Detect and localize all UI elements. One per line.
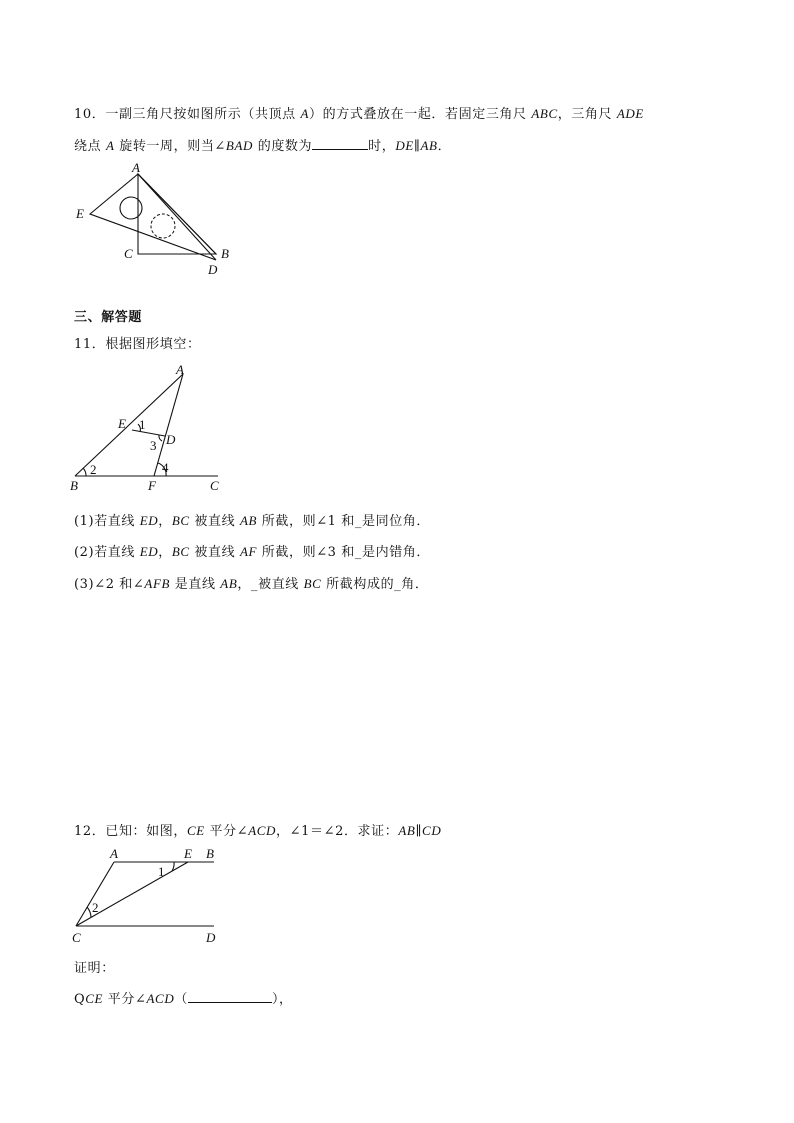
q10-line-1: 10．一副三角尺按如图所示（共顶点 A）的方式叠放在一起．若固定三角尺 ABC，三角尺 ADE xyxy=(74,106,644,122)
label-e: E xyxy=(118,416,126,431)
q12-number: 12． xyxy=(74,824,106,839)
q11-number: 11． xyxy=(74,337,106,352)
label-c: C xyxy=(210,478,219,493)
angle-label-2: 2 xyxy=(92,900,99,915)
angle-label-4: 4 xyxy=(162,460,169,475)
q10-figure xyxy=(70,160,240,280)
proof-line-1: QCE 平分∠ACD（ ）， xyxy=(74,991,293,1007)
line-ed xyxy=(132,430,165,436)
line-ce xyxy=(76,862,188,926)
label-e: E xyxy=(184,846,192,861)
q11-prompt: 11．根据图形填空： xyxy=(74,337,201,352)
q11-figure xyxy=(70,362,230,492)
label-b: B xyxy=(206,846,214,861)
label-b: B xyxy=(221,246,229,261)
angle-label-3: 3 xyxy=(150,438,157,453)
line-ac xyxy=(76,862,114,926)
q10-number: 10． xyxy=(74,107,106,122)
proof-label: 证明： xyxy=(74,961,115,976)
line-ab xyxy=(138,174,216,254)
angle-label-1: 1 xyxy=(158,864,165,879)
label-d: D xyxy=(166,432,176,447)
label-b: B xyxy=(70,478,78,493)
q10-line-2: 绕点 A 旋转一周，则当∠BAD 的度数为 时，DE∥AB． xyxy=(74,138,452,154)
label-e: E xyxy=(76,206,84,221)
label-d: D xyxy=(206,930,216,945)
solid-circle xyxy=(120,197,142,219)
proof-reason-blank[interactable] xyxy=(188,989,272,1003)
label-a: A xyxy=(132,160,140,175)
angle-label-1: 1 xyxy=(139,417,146,432)
label-a: A xyxy=(110,846,118,861)
label-d: D xyxy=(208,262,218,277)
angle-2-arc xyxy=(83,468,86,476)
q12-figure xyxy=(70,846,230,946)
q10-answer-blank[interactable] xyxy=(312,136,368,150)
q11-part-2: (2)若直线 ED，BC 被直线 AF 所截，则∠3 和_是内错角． xyxy=(74,544,430,560)
q11-part-3: (3)∠2 和∠AFB 是直线 AB，_被直线 BC 所截构成的_角． xyxy=(74,576,429,592)
label-a: A xyxy=(176,362,184,377)
line-af xyxy=(154,374,183,476)
triangle-ade xyxy=(90,174,216,260)
angle-2-arc xyxy=(87,907,91,917)
label-f: F xyxy=(148,478,156,493)
q11-part-1: (1)若直线 ED，BC 被直线 AB 所截，则∠1 和_是同位角． xyxy=(74,513,430,529)
label-c: C xyxy=(72,930,81,945)
dashed-circle xyxy=(151,214,175,238)
angle-label-2: 2 xyxy=(90,462,97,477)
q12-prompt: 12．已知：如图，CE 平分∠ACD，∠1＝∠2．求证：AB∥CD xyxy=(74,823,442,839)
section-title: 三、解答题 xyxy=(74,310,143,325)
label-c: C xyxy=(124,246,133,261)
